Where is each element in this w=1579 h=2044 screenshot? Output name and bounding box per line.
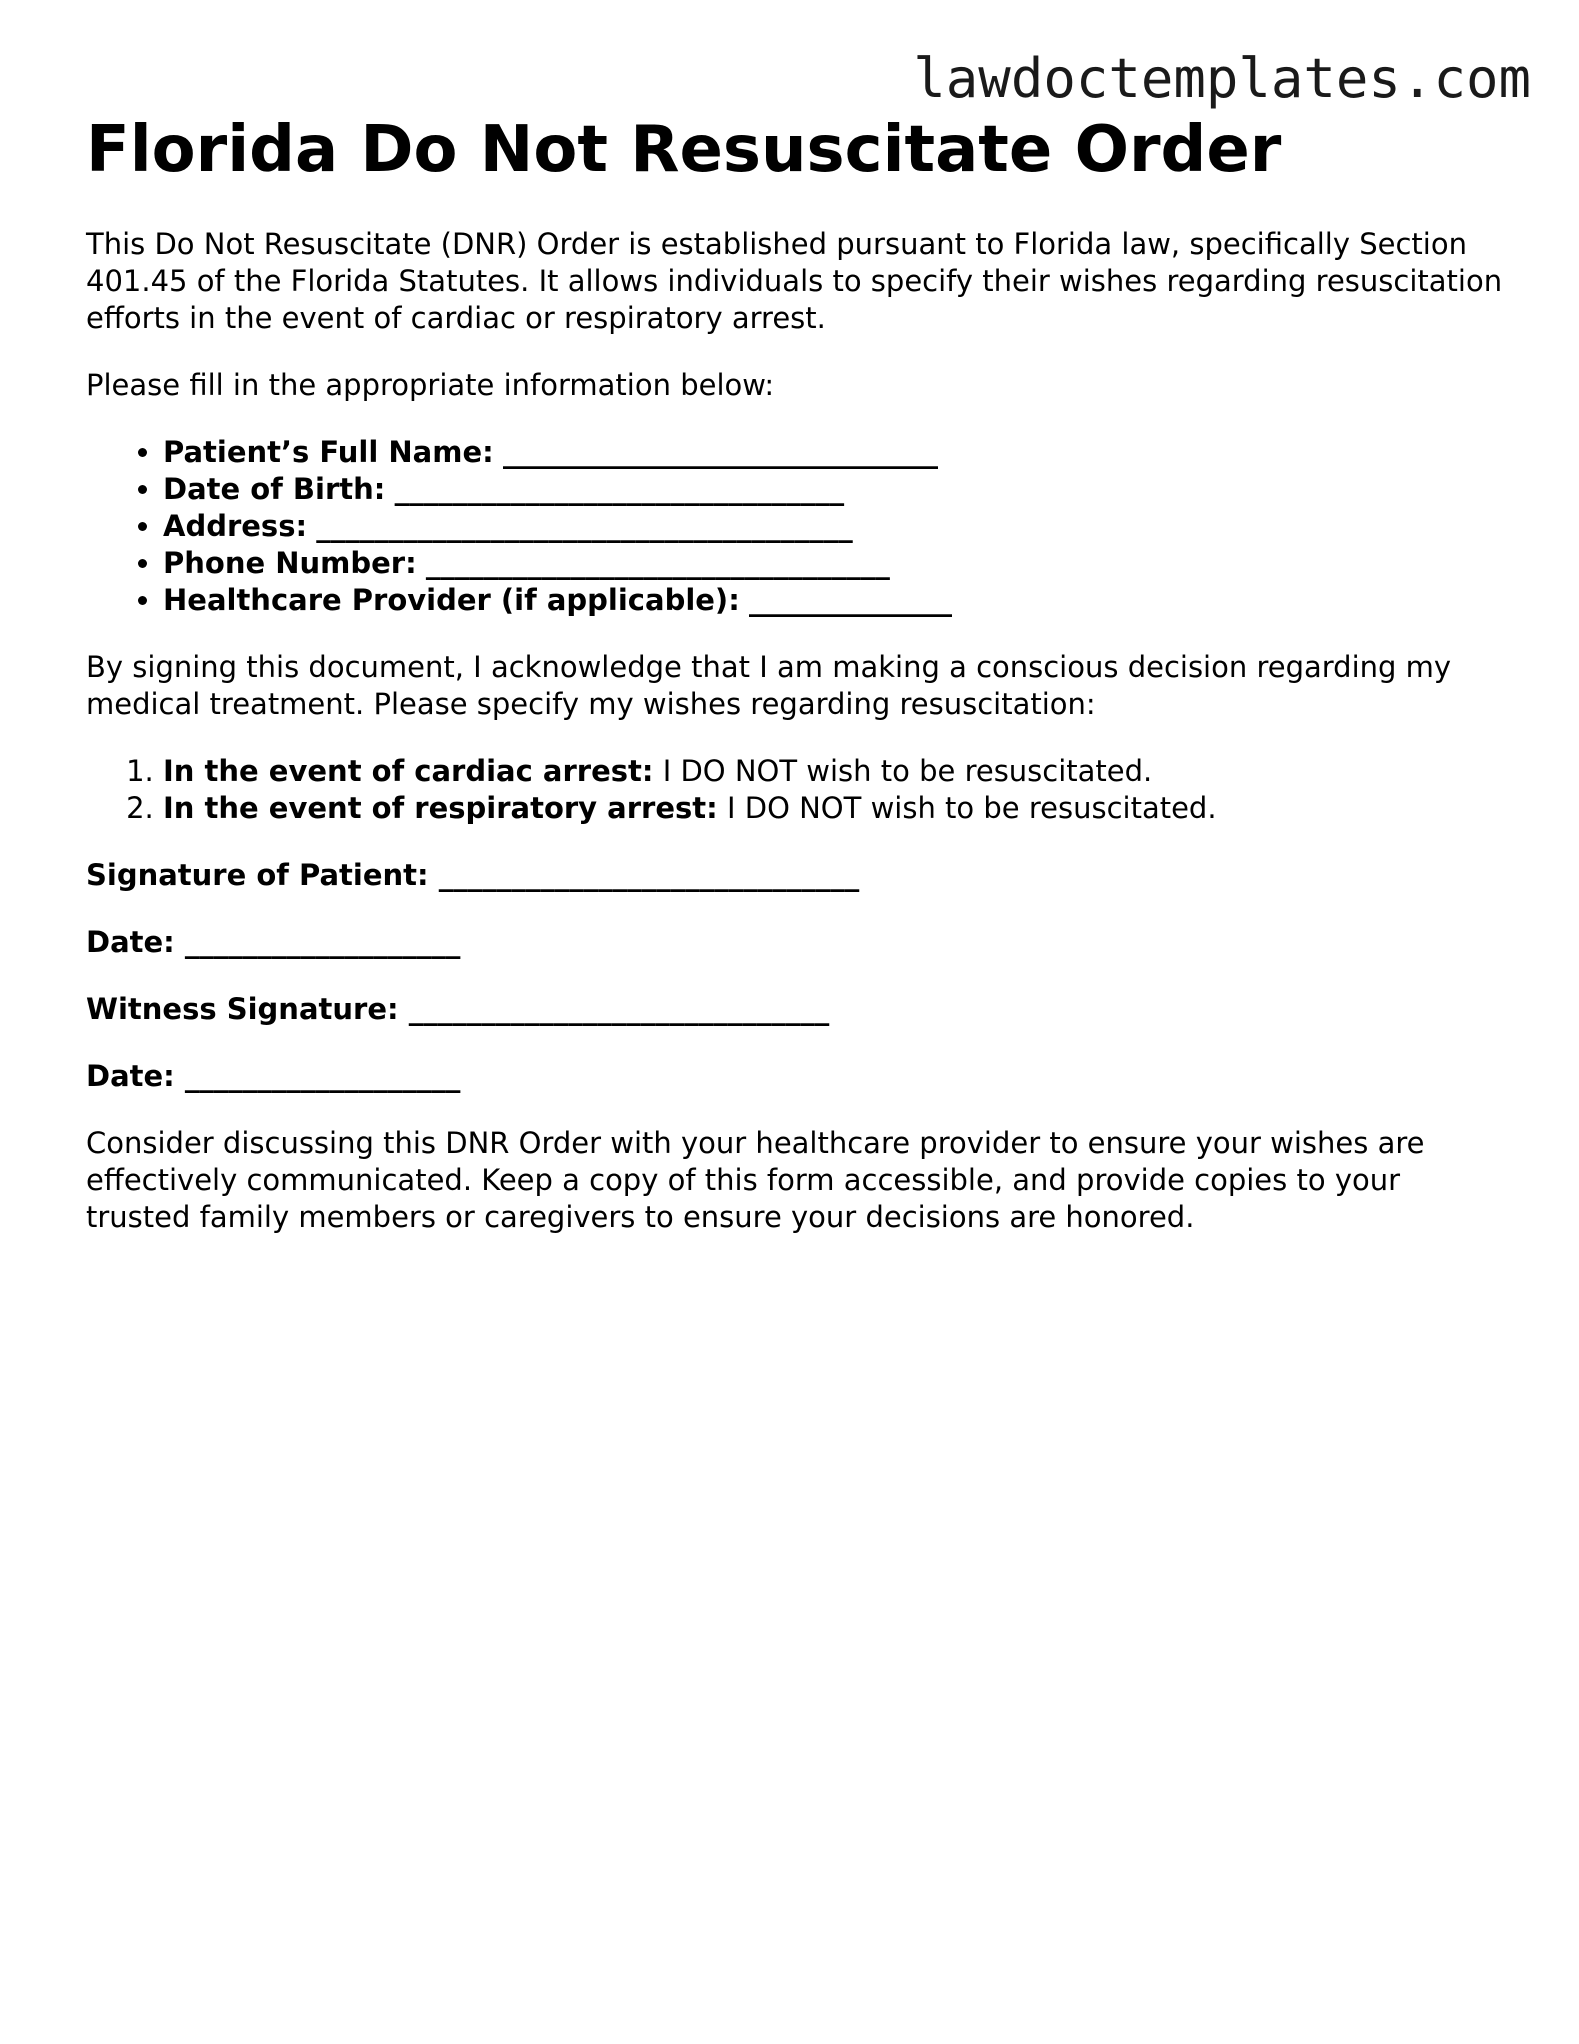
wish-label: In the event of respiratory arrest:: [163, 791, 718, 825]
field-label: Date of Birth:: [163, 472, 386, 506]
signature-label: Signature of Patient:: [86, 858, 429, 892]
field-label: Patient’s Full Name:: [163, 435, 494, 469]
field-blank[interactable]: ________________________________: [425, 546, 890, 580]
watermark-text: lawdoctemplates.com: [913, 47, 1531, 110]
field-patient-name[interactable]: [163, 434, 1506, 471]
wish-text: I DO NOT wish to be resuscitated.: [662, 754, 1153, 788]
field-label: Address:: [163, 509, 308, 543]
acknowledgment-paragraph: By signing this document, I acknowledge that I am making a conscious decision regarding my medical treatment. Please specify my wishes regarding resuscitation:: [86, 650, 1452, 721]
wish-cardiac-arrest: [163, 753, 1506, 790]
intro-paragraph: This Do Not Resuscitate (DNR) Order is established pursuant to Florida law, specifically Section 401.45 of the Florida Statutes. It allows individuals to specify their wishes regarding resuscitation efforts in the event of cardiac or respiratory arrest.: [86, 227, 1503, 335]
signature-of-patient-line[interactable]: [86, 857, 1506, 894]
patient-info-list: [86, 434, 1506, 619]
signature-label: Witness Signature:: [86, 992, 399, 1026]
fill-in-prompt: Please fill in the appropriate information below:: [86, 368, 775, 402]
field-date-of-birth[interactable]: [163, 471, 1506, 508]
field-address[interactable]: [163, 508, 1506, 545]
field-label: Phone Number:: [163, 546, 417, 580]
signature-blank[interactable]: _____________________________: [408, 992, 830, 1026]
wish-label: In the event of cardiac arrest:: [163, 754, 654, 788]
closing-paragraph: Consider discussing this DNR Order with your healthcare provider to ensure your wishes are effectively communicated. Keep a copy of this form accessible, and provide copies to your trusted family members or caregivers to ensure your decisions are honored.: [86, 1126, 1425, 1234]
field-label: Healthcare Provider (if applicable):: [163, 583, 740, 617]
field-blank[interactable]: _______________________________: [394, 472, 845, 506]
patient-date-line[interactable]: [86, 924, 1506, 961]
field-blank[interactable]: ______________: [749, 583, 953, 617]
field-phone-number[interactable]: [163, 545, 1506, 582]
date-blank[interactable]: ___________________: [184, 925, 461, 959]
date-label: Date:: [86, 925, 175, 959]
signature-blank[interactable]: _____________________________: [438, 858, 860, 892]
wish-respiratory-arrest: [163, 790, 1506, 827]
field-blank[interactable]: ______________________________: [502, 435, 938, 469]
witness-signature-line[interactable]: [86, 991, 1506, 1028]
wish-text: I DO NOT wish to be resuscitated.: [726, 791, 1217, 825]
field-healthcare-provider[interactable]: [163, 582, 1506, 619]
document-page: [86, 108, 1506, 1236]
resuscitation-wishes-list: [86, 753, 1506, 827]
date-blank[interactable]: ___________________: [184, 1059, 461, 1093]
page-title: Florida Do Not Resuscitate Order: [86, 113, 1282, 187]
witness-date-line[interactable]: [86, 1058, 1506, 1095]
field-blank[interactable]: _____________________________________: [316, 509, 853, 543]
date-label: Date:: [86, 1059, 175, 1093]
